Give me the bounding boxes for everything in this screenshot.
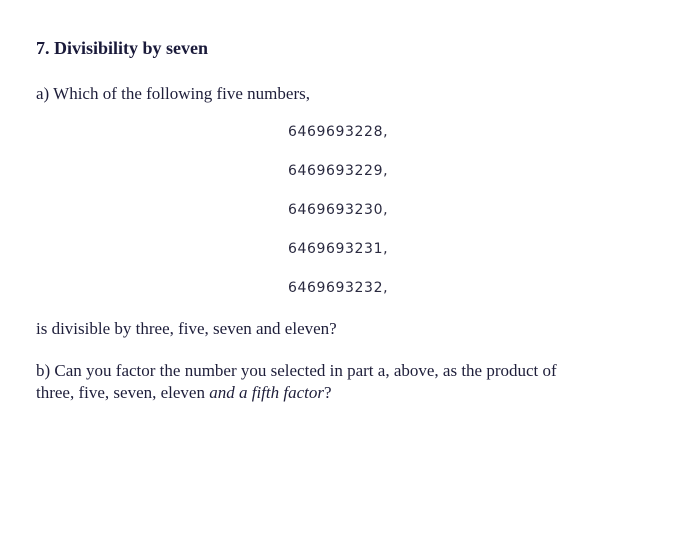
part-a-intro: a) Which of the following five numbers,: [36, 84, 310, 103]
part-b-italic: and a fifth factor: [209, 383, 324, 402]
number-list: [288, 121, 388, 316]
part-b-end: ?: [323, 383, 332, 402]
number-item: 6469693230,: [288, 202, 389, 218]
part-b-line2: three, five, seven, eleven: [36, 383, 210, 402]
number-item: 6469693228,: [288, 124, 389, 140]
part-a-question: is divisible by three, five, seven and eleven?: [36, 319, 337, 338]
number-item: 6469693229,: [288, 163, 389, 179]
number-item: 6469693232,: [288, 280, 389, 296]
number-item: 6469693231,: [288, 241, 389, 257]
part-b-line1: b) Can you factor the number you selected in part a, above, as the product of: [36, 361, 557, 380]
section-heading: 7. Divisibility by seven: [36, 38, 209, 58]
part-b-text: [36, 360, 636, 404]
